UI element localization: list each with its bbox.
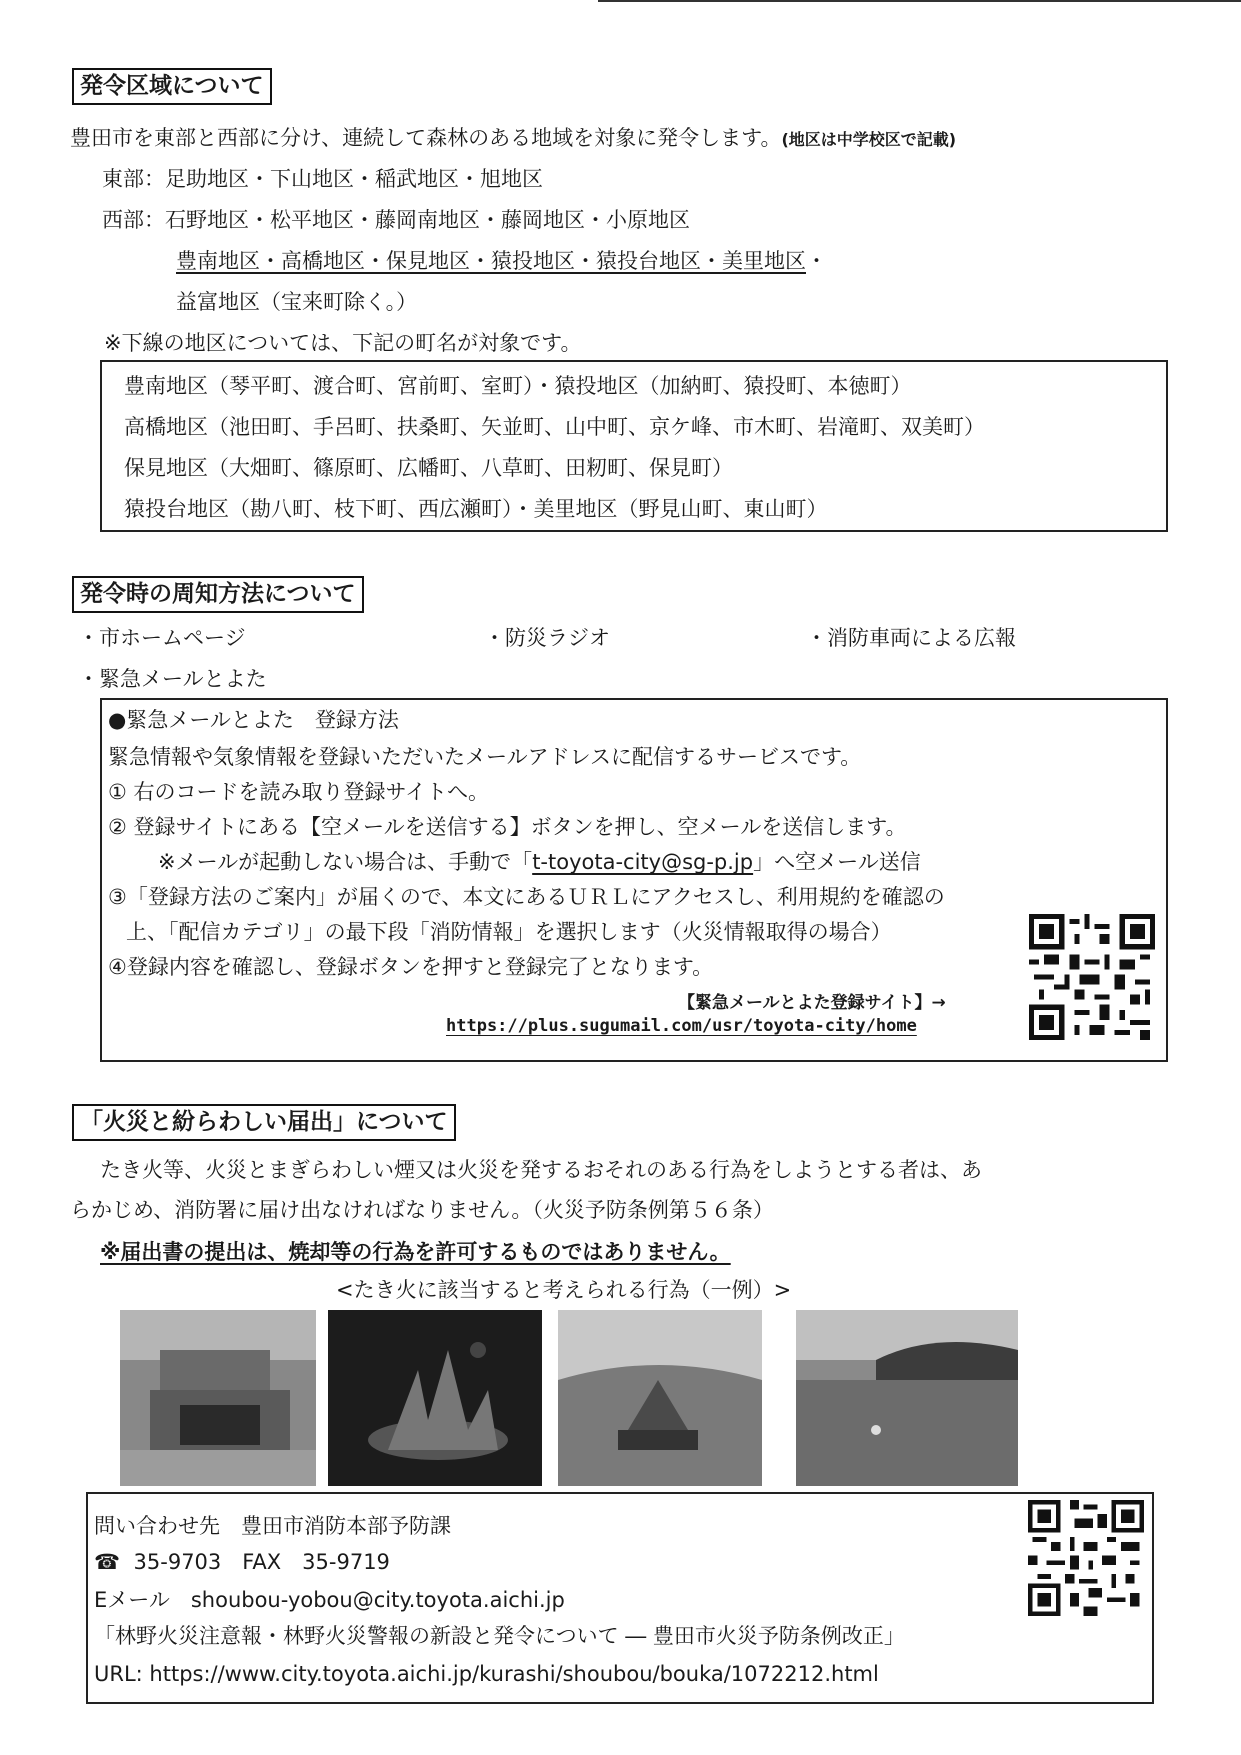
registration-step: ③「登録方法のご案内」が届くので、本文にあるＵＲＬにアクセスし、利用規約を確認の bbox=[108, 885, 945, 909]
west-districts-2-underlined: 豊南地区・高橋地区・保見地区・猿投地区・猿投台地区・美里地区 bbox=[176, 249, 806, 273]
contact-qr-code-icon[interactable] bbox=[1028, 1500, 1144, 1616]
section-heading-area: 発令区域について bbox=[72, 68, 272, 105]
photo-field-burning bbox=[796, 1310, 1018, 1486]
method-item: ・緊急メールとよた bbox=[78, 667, 267, 691]
note-post: 」へ空メール送信 bbox=[753, 850, 921, 874]
registration-step: ② 登録サイトにある【空メールを送信する】ボタンを押し、空メールを送信します。 bbox=[108, 815, 907, 839]
registration-title: ●緊急メールとよた 登録方法 bbox=[108, 708, 399, 732]
underline-note: ※下線の地区については、下記の町名が対象です。 bbox=[104, 331, 582, 355]
contact-box bbox=[86, 1492, 1154, 1704]
registration-desc: 緊急情報や気象情報を登録いただいたメールアドレスに配信するサービスです。 bbox=[108, 745, 862, 769]
section-heading-bonfire: 「火災と紛らわしい届出」について bbox=[72, 1104, 456, 1141]
town-list-item: 保見地区（大畑町、篠原町、広幡町、八草町、田籾町、保見町） bbox=[124, 456, 733, 480]
town-list-item: 豊南地区（琴平町、渡合町、宮前町、室町）・猿投地区（加納町、猿投町、本徳町） bbox=[124, 374, 912, 398]
photo-caption: <たき火に該当すると考えられる行為（一例）> bbox=[336, 1278, 792, 1302]
registration-step: 上、「配信カテゴリ」の最下段「消防情報」を選択します（火災情報取得の場合） bbox=[126, 920, 892, 944]
site-url-link[interactable]: https://plus.sugumail.com/usr/toyota-city/home bbox=[446, 1016, 917, 1036]
bonfire-para-1: たき火等、火災とまぎらわしい煙又は火災を発するおそれのある行為をしようとする者は、あ bbox=[100, 1158, 982, 1182]
east-districts: 東部：足助地区・下山地区・稲武地区・旭地区 bbox=[102, 167, 543, 191]
registration-step-note bbox=[158, 850, 921, 875]
contact-email: Eメール shoubou-yobou@city.toyota.aichi.jp bbox=[94, 1588, 565, 1612]
registration-step: ④登録内容を確認し、登録ボタンを押すと登録完了となります。 bbox=[108, 955, 714, 979]
area-intro-text: 豊田市を東部と西部に分け、連続して森林のある地域を対象に発令します。 bbox=[70, 126, 782, 150]
registration-step: ① 右のコードを読み取り登録サイトへ。 bbox=[108, 780, 490, 804]
contact-phone bbox=[94, 1550, 390, 1575]
west-districts-2 bbox=[176, 249, 827, 274]
bonfire-warning: ※届出書の提出は、焼却等の行為を許可するものではありません。 bbox=[100, 1240, 731, 1264]
method-item: ・防災ラジオ bbox=[484, 626, 610, 650]
west-districts-2-tail: ・ bbox=[806, 249, 827, 273]
photo-burning-pit bbox=[120, 1310, 316, 1486]
photo-night-bonfire bbox=[328, 1310, 542, 1486]
west-districts-3: 益富地区（宝来町除く。） bbox=[176, 290, 418, 314]
top-rule bbox=[598, 0, 1241, 2]
email-registration-box bbox=[100, 698, 1168, 1062]
note-pre: ※メールが起動しない場合は、手動で「 bbox=[158, 850, 533, 874]
method-item: ・市ホームページ bbox=[78, 626, 246, 650]
section-heading-notice: 発令時の周知方法について bbox=[72, 576, 364, 613]
area-intro-note: (地区は中学校区で記載) bbox=[781, 130, 957, 149]
town-list-item: 高橋地区（池田町、手呂町、扶桑町、矢並町、山中町、京ケ峰、市木町、岩滝町、双美町） bbox=[124, 415, 985, 439]
area-intro bbox=[70, 126, 956, 151]
bonfire-para-2: らかじめ、消防署に届け出なければなりません。（火災予防条例第５６条） bbox=[70, 1198, 774, 1222]
method-item: ・消防車両による広報 bbox=[806, 626, 1016, 650]
west-districts-1: 西部：石野地区・松平地区・藤岡南地区・藤岡地区・小原地区 bbox=[102, 208, 690, 232]
contact-phone-number: 35-9703 FAX 35-9719 bbox=[133, 1550, 390, 1574]
town-list-box bbox=[100, 360, 1168, 532]
phone-icon: ☎ bbox=[94, 1550, 121, 1574]
photo-outdoor-fire-pit bbox=[558, 1310, 762, 1486]
town-list-item: 猿投台地区（勘八町、枝下町、西広瀬町）・美里地区（野見山町、東山町） bbox=[124, 497, 828, 521]
registration-email-link[interactable]: t-toyota-city@sg-p.jp bbox=[532, 850, 754, 874]
contact-dept: 問い合わせ先 豊田市消防本部予防課 bbox=[94, 1514, 451, 1538]
contact-doc-title: 「林野火災注意報・林野火災警報の新設と発令について ― 豊田市火災予防条例改正」 bbox=[94, 1624, 905, 1648]
qr-code-icon[interactable] bbox=[1028, 914, 1156, 1040]
site-label: 【緊急メールとよた登録サイト】→ bbox=[678, 993, 946, 1013]
contact-url-link[interactable]: URL: https://www.city.toyota.aichi.jp/kurashi/shoubou/bouka/1072212.html bbox=[94, 1662, 879, 1686]
